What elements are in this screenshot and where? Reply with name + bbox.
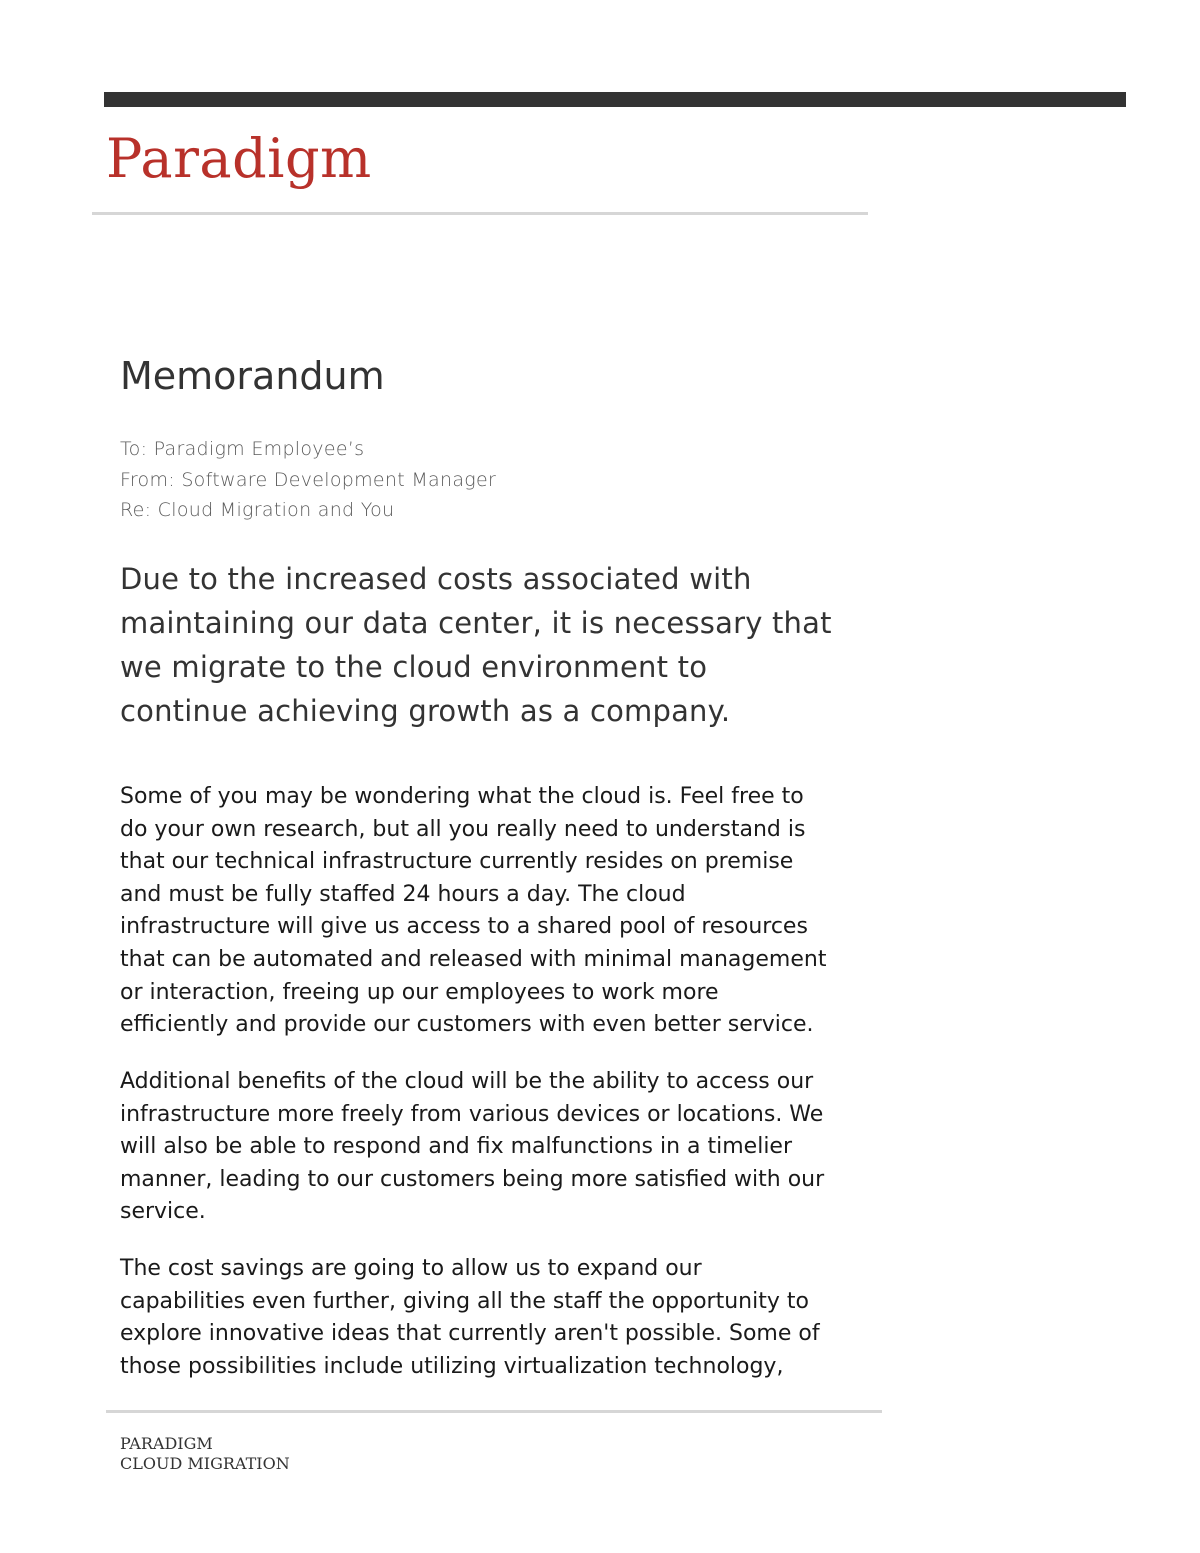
body-line: that can be automated and released with minimal management	[120, 946, 827, 972]
body-line: that our technical infrastructure currently resides on premise	[120, 849, 794, 875]
body-line: will also be able to respond and fix malfunctions in a timelier	[120, 1134, 793, 1160]
body-line: capabilities even further, giving all the staff the opportunity to	[120, 1288, 809, 1314]
body-line: Additional benefits of the cloud will be the ability to access our	[120, 1069, 814, 1094]
body-paragraph-1	[120, 781, 900, 1042]
memo-to: To: Paradigm Employee’s	[120, 438, 365, 460]
body-line: and must be fully staffed 24 hours a day. The cloud	[120, 881, 686, 907]
body-line: efficiently and provide our customers with even better service.	[120, 1012, 814, 1038]
memo-from: From: Software Development Manager	[120, 468, 497, 491]
header-divider	[92, 212, 868, 215]
footer-subject: CLOUD MIGRATION	[120, 1454, 290, 1473]
lead-line: continue achieving growth as a company.	[120, 694, 731, 728]
memo-re: Re: Cloud Migration and You	[120, 499, 395, 521]
header-bar	[104, 92, 1126, 107]
footer-company: PARADIGM	[120, 1434, 213, 1453]
body-line: do your own research, but all you really need to understand is	[120, 816, 806, 842]
body-paragraph-2	[120, 1066, 900, 1229]
lead-line: we migrate to the cloud environment to	[120, 650, 708, 684]
body-line: The cost savings are going to allow us to expand our	[120, 1256, 702, 1281]
body-line: Some of you may be wondering what the cloud is. Feel free to	[120, 784, 804, 809]
body-line: service.	[120, 1199, 206, 1225]
lead-paragraph	[120, 557, 900, 733]
memo-meta	[120, 434, 496, 526]
body-line: infrastructure will give us access to a shared pool of resources	[120, 914, 808, 940]
body-line: explore innovative ideas that currently aren't possible. Some of	[120, 1321, 820, 1347]
page-footer	[120, 1434, 290, 1474]
company-brand: Paradigm	[106, 127, 372, 190]
body-line: manner, leading to our customers being more satisfied with our	[120, 1166, 825, 1192]
body-paragraph-3	[120, 1253, 900, 1383]
lead-line: maintaining our data center, it is necessary that	[120, 606, 832, 640]
body-line: or interaction, freeing up our employees to work more	[120, 979, 719, 1005]
lead-line: Due to the increased costs associated with	[120, 562, 752, 596]
body-line: infrastructure more freely from various devices or locations. We	[120, 1101, 824, 1127]
body-line: those possibilities include utilizing virtualization technology,	[120, 1353, 784, 1379]
footer-divider	[106, 1410, 882, 1413]
memo-title: Memorandum	[120, 354, 385, 398]
